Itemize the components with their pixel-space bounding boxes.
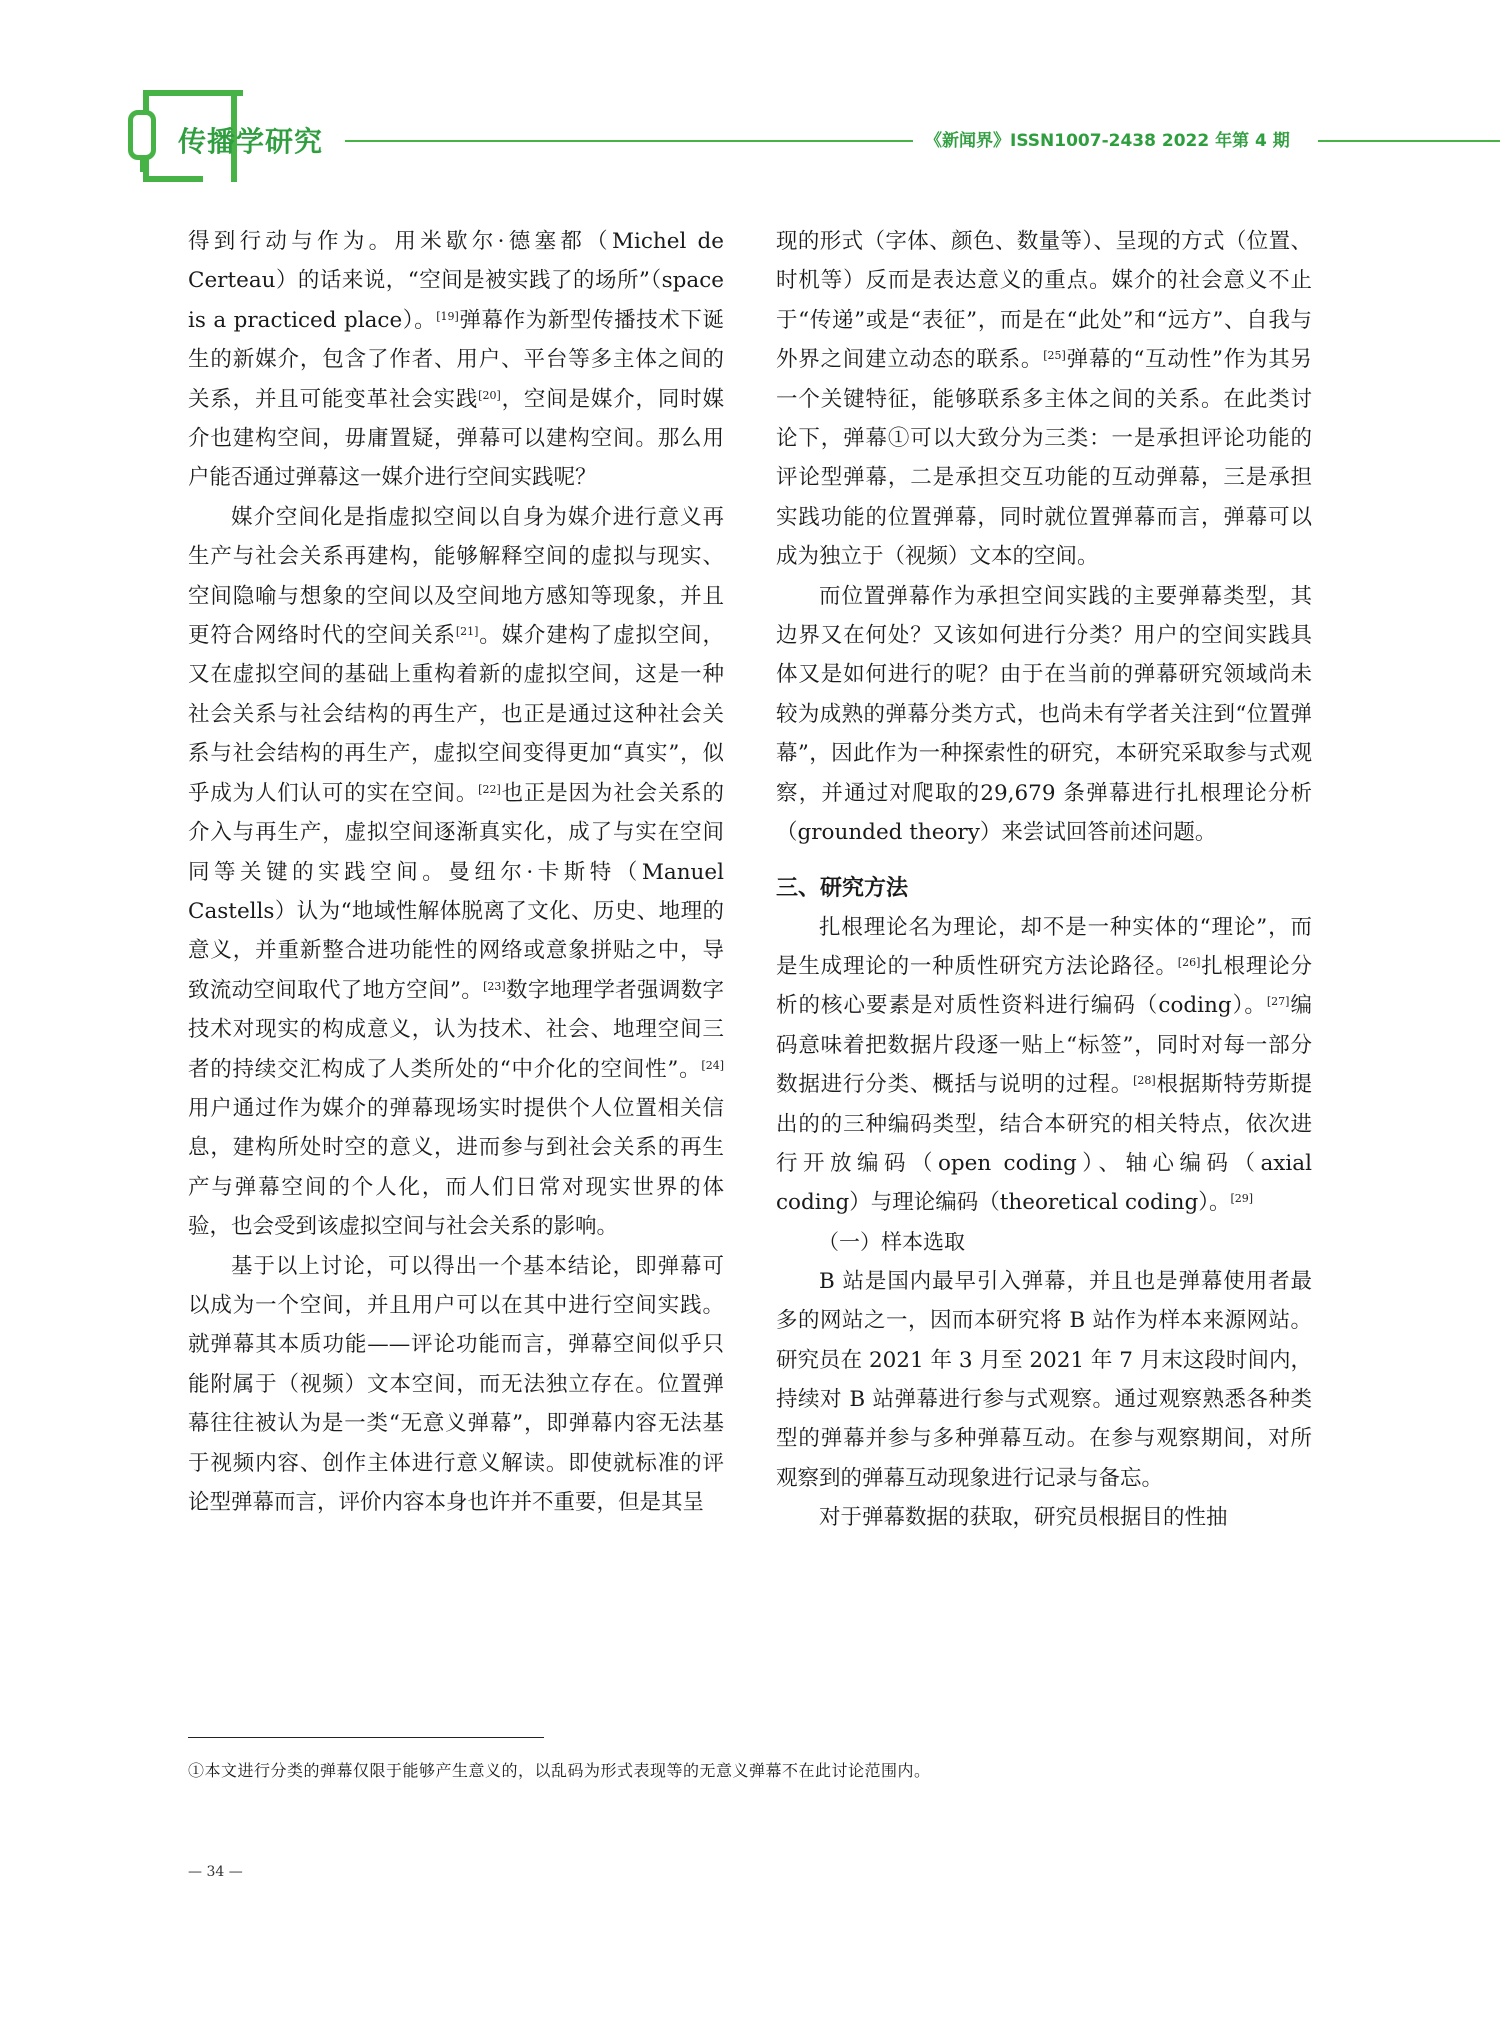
citation-ref: [20] <box>478 388 501 402</box>
citation-ref: [26] <box>1177 955 1201 969</box>
microphone-stand <box>140 158 145 172</box>
citation-ref: [19] <box>436 309 459 323</box>
citation-ref: [29] <box>1230 1192 1254 1206</box>
paragraph: 得到行动与作为。用米歇尔·德塞都（Michel de Certeau）的话来说，“空间是被实践了的场所”（space is a practiced place）。[19]弹幕作为新型传播技术下诞生的新媒介，包含了作者、用户、平台等多主体之间的关系，并且可能变革社会实践[20]，空间是媒介，同时媒介也建构空间，毋庸置疑，弹幕可以建构空间。那么用户能否通过弹幕这一媒介进行空间实践呢？ <box>188 229 724 491</box>
paragraph: 而位置弹幕作为承担空间实践的主要弹幕类型，其边界又在何处？又该如何进行分类？用户的空间实践具体又是如何进行的呢？由于在当前的弹幕研究领域尚未较为成熟的弹幕分类方式，也尚未有学者关注到“位置弹幕”，因此作为一种探索性的研究，本研究采取参与式观察，并通过对爬取的29,679 条弹幕进行扎根理论分析（grounded theory）来尝试回答前述问题。 <box>776 583 1312 846</box>
left-column <box>188 222 724 1522</box>
citation-ref: [28] <box>1133 1074 1156 1088</box>
footnote-rule <box>188 1737 544 1738</box>
page-number: — 34 — <box>188 1864 243 1880</box>
footnote: ①本文进行分类的弹幕仅限于能够产生意义的，以乱码为形式表现等的无意义弹幕不在此讨论范围内。 <box>188 1761 931 1780</box>
subsection-heading: （一）样本选取 <box>818 1229 965 1254</box>
right-column <box>776 222 1312 1538</box>
citation-ref: [21] <box>455 625 479 639</box>
section-heading: 三、研究方法 <box>776 875 909 901</box>
paragraph: 现的形式（字体、颜色、数量等）、呈现的方式（位置、时机等）反而是表达意义的重点。媒介的社会意义不止于“传递”或是“表征”，而是在“此处”和“远方”、自我与外界之间建立动态的联系。[25]弹幕的“互动性”作为其另一个关键特征，能够联系多主体之间的关系。在此类讨论下，弹幕①可以大致分为三类：一是承担评论功能的评论型弹幕，二是承担交互功能的互动弹幕，三是承担实践功能的位置弹幕，同时就位置弹幕而言，弹幕可以成为独立于（视频）文本的空间。 <box>776 229 1312 570</box>
microphone-icon <box>128 110 156 160</box>
citation-ref: [22] <box>478 782 501 796</box>
citation-ref: [23] <box>483 979 506 993</box>
citation-ref: [25] <box>1043 349 1066 363</box>
citation-ref: [27] <box>1266 995 1290 1009</box>
header-rule-left <box>345 140 913 142</box>
paragraph: 扎根理论名为理论，却不是一种实体的“理论”，而是生成理论的一种质性研究方法论路径。[26]扎根理论分析的核心要素是对质性资料进行编码（coding）。[27]编码意味着把数据片段逐一贴上“标签”，同时对每一部分数据进行分类、概括与说明的过程。[28]根据斯特劳斯提出的的三种编码类型，结合本研究的相关特点，依次进行开放编码（open coding）、轴心编码（axial coding）与理论编码（theoretical coding）。[29] <box>776 914 1312 1216</box>
journal-info: 《新闻界》ISSN1007-2438 2022 年第 4 期 <box>925 131 1290 151</box>
page-header <box>0 88 1500 198</box>
header-rule-right <box>1318 140 1500 142</box>
paragraph: 媒介空间化是指虚拟空间以自身为媒介进行意义再生产与社会关系再建构，能够解释空间的虚拟与现实、空间隐喻与想象的空间以及空间地方感知等现象，并且更符合网络时代的空间关系[21]。媒介建构了虚拟空间，又在虚拟空间的基础上重构着新的虚拟空间，这是一种社会关系与社会结构的再生产，也正是通过这种社会关系与社会结构的再生产，虚拟空间变得更加“真实”，似乎成为人们认可的实在空间。[22]也正是因为社会关系的介入与再生产，虚拟空间逐渐真实化，成了与实在空间同等关键的实践空间。曼纽尔·卡斯特（Manuel Castells）认为“地域性解体脱离了文化、历史、地理的意义，并重新整合进功能性的网络或意象拼贴之中，导致流动空间取代了地方空间”。[23]数字地理学者强调数字技术对现实的构成意义，认为技术、社会、地理空间三者的持续交汇构成了人类所处的“中介化的空间性”。[24]用户通过作为媒介的弹幕现场实时提供个人位置相关信息，建构所处时空的意义，进而参与到社会关系的再生产与弹幕空间的个人化，而人们日常对现实世界的体验，也会受到该虚拟空间与社会关系的影响。 <box>188 504 724 1240</box>
citation-ref: [24] <box>701 1058 724 1072</box>
paragraph: B 站是国内最早引入弹幕，并且也是弹幕使用者最多的网站之一，因而本研究将 B 站作为样本来源网站。研究员在 2021 年 3 月至 2021 年 7 月末这段时间内，持续对 B 站弹幕进行参与式观察。通过观察熟悉各种类型的弹幕并参与多种弹幕互动。在参与观察期间，对所观察到的弹幕互动现象进行记录与备忘。 <box>776 1268 1312 1491</box>
paragraph: 基于以上讨论，可以得出一个基本结论，即弹幕可以成为一个空间，并且用户可以在其中进行空间实践。就弹幕其本质功能——评论功能而言，弹幕空间似乎只能附属于（视频）文本空间，而无法独立存在。位置弹幕往往被认为是一类“无意义弹幕”，即弹幕内容无法基于视频内容、创作主体进行意义解读。即使就标准的评论型弹幕而言，评价内容本身也许并不重要，但是其呈 <box>188 1253 724 1515</box>
paragraph: 对于弹幕数据的获取，研究员根据目的性抽 <box>819 1505 1228 1531</box>
section-title: 传播学研究 <box>178 125 324 158</box>
